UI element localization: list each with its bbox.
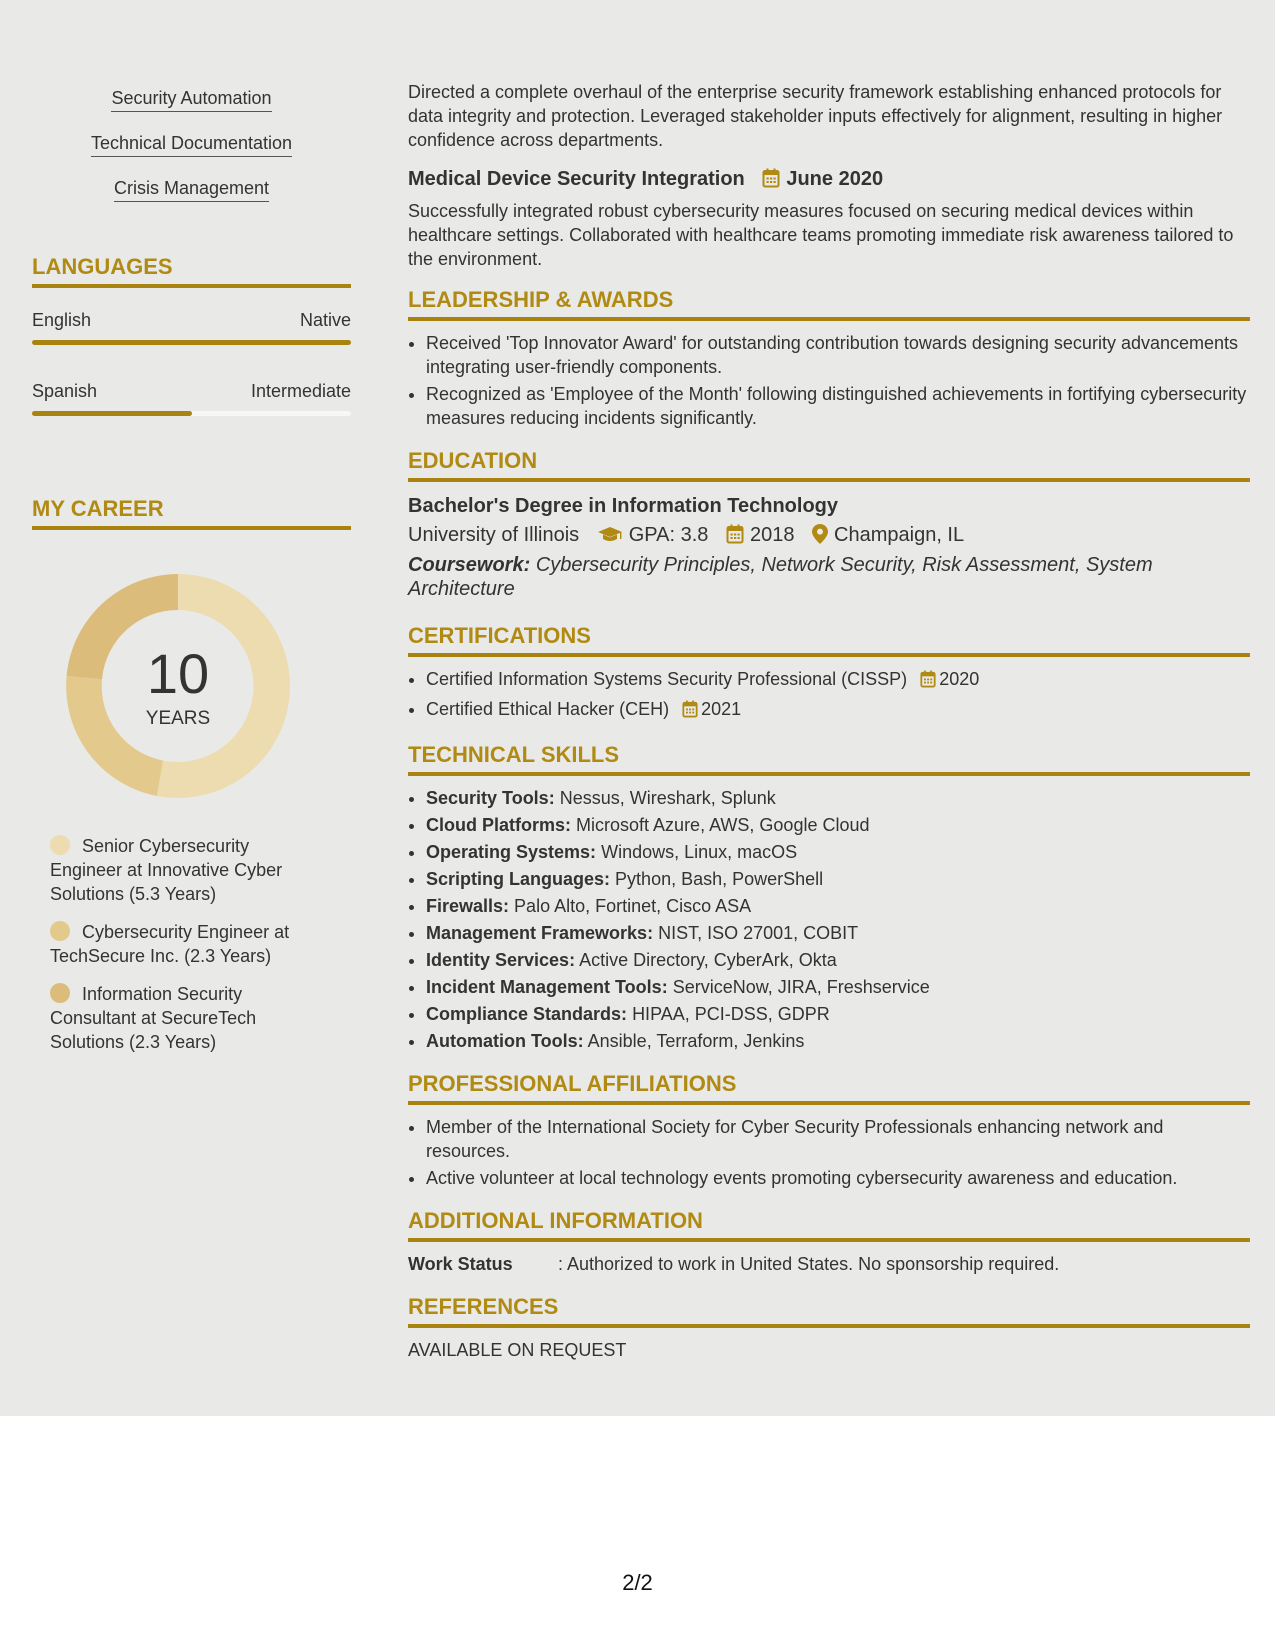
career-legend — [50, 834, 320, 1068]
coursework — [408, 553, 1250, 601]
legend-label: Information Security Consultant at SecureTech Solutions (2.3 Years) — [50, 984, 257, 1052]
skill-value: NIST, ISO 27001, COBIT — [658, 923, 859, 943]
skill-value: Palo Alto, Fortinet, Cisco ASA — [514, 896, 752, 916]
graduation-year: 2018 — [749, 524, 795, 546]
experience-description: Directed a complete overhaul of the enterprise security framework establishing enhanced protocols for data integrity and protection. Leveraged stakeholder inputs effectively for alignment, resulting in higher confidence across departments. — [408, 82, 1223, 150]
legend-dot — [50, 835, 70, 855]
page-number: 2/2 — [622, 1570, 653, 1595]
language-bar — [32, 411, 351, 416]
language-bar-fill — [32, 411, 192, 416]
skill-row — [426, 786, 1250, 810]
career-total-years: 10 — [146, 642, 210, 705]
skill-key: Automation Tools: — [426, 1031, 584, 1051]
certification-year: 2020 — [939, 669, 980, 689]
skill-row — [426, 867, 1250, 891]
references-heading: REFERENCES — [408, 1294, 1250, 1328]
career-legend-item — [50, 920, 320, 968]
skill-list — [32, 86, 351, 221]
school-location: Champaign, IL — [834, 524, 965, 546]
skill-value: Python, Bash, PowerShell — [615, 869, 824, 889]
skill-item: Technical Documentation — [91, 131, 292, 157]
skill-row — [426, 840, 1250, 864]
degree-title: Bachelor's Degree in Information Technology — [408, 495, 839, 517]
certification-year: 2021 — [701, 699, 742, 719]
project-date: June 2020 — [786, 168, 884, 190]
language-name: English — [32, 310, 92, 330]
language-level: Native — [299, 310, 351, 330]
skill-key: Management Frameworks: — [426, 923, 654, 943]
career-legend-item — [50, 834, 320, 906]
additional-info-heading: ADDITIONAL INFORMATION — [408, 1208, 1250, 1242]
location-pin-icon — [812, 523, 828, 553]
skill-row — [426, 1029, 1250, 1053]
list-item: • Active volunteer at local technology events promoting cybersecurity awareness and education. — [426, 1166, 1250, 1190]
skill-row — [426, 894, 1250, 918]
graduation-cap-icon — [597, 523, 623, 553]
technical-skills-heading: TECHNICAL SKILLS — [408, 742, 1250, 776]
coursework-label: Coursework: — [408, 554, 531, 576]
work-status-label: Work Status — [408, 1254, 513, 1274]
skill-item: Crisis Management — [114, 176, 269, 202]
project-heading — [408, 166, 1250, 195]
language-bar — [32, 340, 351, 345]
skill-key: Cloud Platforms: — [426, 815, 572, 835]
career-heading: MY CAREER — [32, 496, 351, 530]
work-status-row — [408, 1252, 1250, 1276]
language-item — [32, 379, 351, 416]
certification-name: Certified Ethical Hacker (CEH) — [426, 699, 670, 719]
skill-row — [426, 921, 1250, 945]
language-level: Intermediate — [250, 381, 351, 401]
skill-row — [426, 1002, 1250, 1026]
career-total-unit: YEARS — [145, 708, 211, 729]
skill-value: HIPAA, PCI-DSS, GDPR — [632, 1004, 830, 1024]
skill-value: Active Directory, CyberArk, Okta — [579, 950, 837, 970]
right-column — [408, 80, 1250, 1362]
skill-row — [426, 975, 1250, 999]
certification-name: Certified Information Systems Security Professional (CISSP) — [426, 669, 908, 689]
legend-label: Cybersecurity Engineer at TechSecure Inc. (2.3 Years) — [50, 922, 290, 966]
skill-value: ServiceNow, JIRA, Freshservice — [672, 977, 930, 997]
references-text: AVAILABLE ON REQUEST — [408, 1340, 627, 1360]
languages-section — [32, 254, 351, 416]
project-description: Successfully integrated robust cybersecurity measures focused on securing medical devices within healthcare settings. Collaborated with healthcare teams promoting immediate risk awareness tailored to the environment. — [408, 201, 1234, 269]
calendar-icon — [726, 523, 744, 553]
certifications-heading: CERTIFICATIONS — [408, 623, 1250, 657]
language-bar-fill — [32, 340, 351, 345]
skill-value: Windows, Linux, macOS — [601, 842, 798, 862]
legend-label: Senior Cybersecurity Engineer at Innovative Cyber Solutions (5.3 Years) — [50, 836, 283, 904]
career-donut-chart — [66, 574, 290, 798]
legend-dot — [50, 921, 70, 941]
language-name: Spanish — [32, 381, 98, 401]
affiliations-heading: PROFESSIONAL AFFILIATIONS — [408, 1071, 1250, 1105]
skill-key: Identity Services: — [426, 950, 576, 970]
skill-value: Microsoft Azure, AWS, Google Cloud — [576, 815, 870, 835]
skill-key: Incident Management Tools: — [426, 977, 668, 997]
skill-key: Security Tools: — [426, 788, 555, 808]
coursework-list: Cybersecurity Principles, Network Security, Risk Assessment, System Architecture — [408, 554, 1153, 600]
list-item: • Received 'Top Innovator Award' for outstanding contribution towards designing security advancements integrating user-friendly components. — [426, 331, 1250, 379]
work-status-value: : Authorized to work in United States. No sponsorship required. — [558, 1254, 1060, 1274]
skill-key: Operating Systems: — [426, 842, 597, 862]
technical-skills-list — [408, 786, 1250, 1053]
leadership-list — [408, 331, 1250, 430]
calendar-icon — [682, 700, 698, 724]
skill-key: Firewalls: — [426, 896, 510, 916]
languages-heading: LANGUAGES — [32, 254, 351, 288]
gpa: GPA: 3.8 — [628, 524, 709, 546]
list-item: • Member of the International Society for Cyber Security Professionals enhancing network and resources. — [426, 1115, 1250, 1163]
education-heading: EDUCATION — [408, 448, 1250, 482]
list-item: • Recognized as 'Employee of the Month' following distinguished achievements in fortifying cybersecurity measures reducing incidents significantly. — [426, 382, 1250, 430]
legend-dot — [50, 983, 70, 1003]
skill-item: Security Automation — [111, 86, 271, 112]
skill-row — [426, 948, 1250, 972]
certification-item — [426, 667, 1250, 694]
skill-value: Ansible, Terraform, Jenkins — [587, 1031, 805, 1051]
language-item — [32, 308, 351, 345]
certification-list — [408, 667, 1250, 724]
skill-value: Nessus, Wireshark, Splunk — [559, 788, 776, 808]
education-meta — [408, 520, 1250, 553]
calendar-icon — [920, 670, 936, 694]
skill-row — [426, 813, 1250, 837]
affiliations-list — [408, 1115, 1250, 1190]
career-section — [32, 496, 351, 530]
skill-key: Compliance Standards: — [426, 1004, 628, 1024]
leadership-heading: LEADERSHIP & AWARDS — [408, 287, 1250, 321]
certification-item — [426, 697, 1250, 724]
project-title: Medical Device Security Integration — [408, 168, 745, 190]
calendar-icon — [762, 168, 780, 195]
skill-key: Scripting Languages: — [426, 869, 611, 889]
school-name: University of Illinois — [408, 524, 580, 546]
career-legend-item — [50, 982, 320, 1054]
